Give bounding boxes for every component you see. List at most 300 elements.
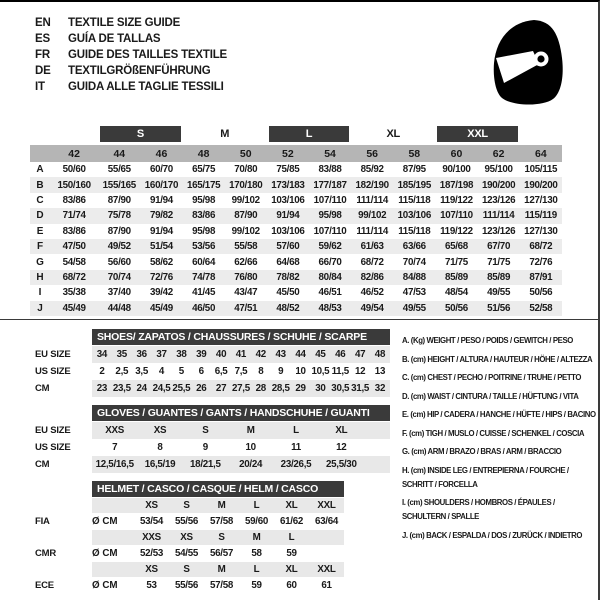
row-letter: B bbox=[30, 177, 50, 192]
measurement-cell: 79/82 bbox=[140, 208, 182, 223]
helmet-value: 55/56 bbox=[174, 516, 199, 527]
measurement-cell: 99/102 bbox=[351, 208, 393, 223]
measurement-cell: 91/94 bbox=[149, 225, 173, 237]
measurement-cell: 54/58 bbox=[62, 256, 86, 268]
size-group-label: M bbox=[220, 128, 230, 140]
size-group-cell bbox=[98, 126, 182, 145]
helmet-value: 61 bbox=[321, 580, 332, 591]
racing-helmet-icon bbox=[490, 18, 564, 106]
measurement-cell: 72/76 bbox=[529, 256, 553, 268]
measurement-cell: 85/89 bbox=[478, 270, 520, 285]
measurement-cell: 83/86 bbox=[183, 208, 225, 223]
shoes-cells bbox=[92, 380, 390, 397]
language-code: EN bbox=[35, 17, 51, 29]
shoes-value: 31,5 bbox=[351, 383, 370, 394]
helmet-value: 53 bbox=[146, 580, 157, 591]
measurement-cell: 115/118 bbox=[398, 225, 431, 237]
gloves-value: 12,5/16,5 bbox=[95, 459, 134, 470]
helmet-size-label: L bbox=[253, 500, 260, 511]
shoes-section bbox=[0, 329, 398, 397]
measurement-cell: 47/51 bbox=[225, 301, 267, 316]
shoes-value: 42 bbox=[255, 349, 266, 360]
gloves-value: 12 bbox=[336, 442, 347, 453]
helmet-value-cells bbox=[92, 545, 344, 562]
measurement-cell: 60/70 bbox=[149, 164, 173, 176]
legend-item: I. (cm) SHOULDERS / HOMBROS / ÉPAULES / SCHULTERN / SPALLE bbox=[402, 498, 555, 521]
column-header: 42 bbox=[50, 145, 98, 162]
measurement-cell: 85/92 bbox=[360, 164, 384, 176]
measurement-row bbox=[30, 162, 562, 177]
row-label: US SIZE bbox=[35, 366, 71, 377]
measurement-cell: 111/114 bbox=[356, 225, 389, 237]
column-header: 64 bbox=[520, 145, 562, 162]
diameter-cm-label: Ø CM bbox=[92, 516, 118, 527]
helmet-size-label: XXL bbox=[317, 500, 336, 511]
helmet-sizes-row bbox=[0, 498, 398, 513]
shoes-value: 6,5 bbox=[214, 366, 228, 377]
measurement-cell: 123/126 bbox=[481, 225, 516, 237]
gloves-row bbox=[0, 422, 398, 439]
measurement-cell: 66/70 bbox=[318, 256, 342, 268]
helmet-size-label: XL bbox=[285, 564, 298, 575]
shoes-value: 44 bbox=[295, 349, 306, 360]
measurement-cell: 71/75 bbox=[444, 256, 468, 268]
measurement-cell: 105/115 bbox=[524, 164, 558, 176]
language-row bbox=[35, 15, 227, 31]
language-code: IT bbox=[35, 81, 45, 93]
shoes-value: 47 bbox=[354, 349, 366, 360]
measurement-cell: 49/54 bbox=[351, 301, 393, 316]
helmet-sizes-row bbox=[0, 562, 398, 577]
measurement-cell: 46/51 bbox=[318, 287, 342, 299]
measurement-cell: 107/110 bbox=[313, 225, 347, 237]
measurement-cell: 127/130 bbox=[524, 194, 558, 206]
measurement-row bbox=[30, 224, 562, 239]
helmet-size-label: S bbox=[183, 564, 190, 575]
helmet-value-cells bbox=[92, 577, 344, 594]
measurement-cell: 59/62 bbox=[309, 239, 351, 254]
measurement-cell: 170/180 bbox=[225, 177, 267, 192]
gloves-cells bbox=[92, 456, 390, 473]
shoes-value: 27,5 bbox=[232, 383, 250, 394]
helmet-value: 54/55 bbox=[174, 548, 199, 559]
measurement-cell: 119/122 bbox=[440, 225, 473, 237]
measurement-cell: 87/90 bbox=[225, 208, 267, 223]
helmet-size-label: M bbox=[252, 532, 261, 543]
shoes-value: 40 bbox=[215, 349, 227, 360]
shoes-value: 8 bbox=[258, 366, 264, 377]
shoes-value: 36 bbox=[136, 349, 147, 360]
language-code: ES bbox=[35, 33, 50, 45]
gloves-value: 7 bbox=[112, 442, 118, 453]
measurement-cell: 83/86 bbox=[62, 194, 86, 206]
legend-item: J. (cm) BACK / ESPALDA / DOS / ZURÜCK / INDIETRO bbox=[402, 530, 583, 540]
measurement-cell: 70/74 bbox=[98, 270, 140, 285]
row-letter: J bbox=[30, 301, 50, 316]
gloves-title-bar: GLOVES / GUANTES / GANTS / HANDSCHUHE / GUANTI bbox=[92, 405, 390, 421]
column-header: 44 bbox=[98, 145, 140, 162]
measurement-cell: 70/80 bbox=[234, 164, 258, 176]
helmet-size-label: M bbox=[217, 564, 226, 575]
shoes-value: 28 bbox=[255, 383, 266, 394]
measurement-cell: 115/118 bbox=[398, 194, 431, 206]
measurement-cell: 182/190 bbox=[351, 177, 393, 192]
shoes-value: 46 bbox=[335, 349, 346, 360]
shoes-value: 26 bbox=[196, 383, 207, 394]
shoes-value: 5 bbox=[178, 366, 184, 377]
gloves-value: 20/24 bbox=[239, 459, 263, 470]
measurement-row bbox=[30, 270, 562, 285]
shoes-value: 11,5 bbox=[331, 366, 349, 377]
size-group-label: S bbox=[100, 126, 180, 142]
measurement-cell: 83/86 bbox=[62, 225, 86, 237]
shoes-value: 9 bbox=[278, 366, 284, 377]
column-header: 46 bbox=[140, 145, 182, 162]
size-group-row bbox=[30, 126, 562, 145]
gloves-row bbox=[0, 456, 398, 473]
helmet-value: 59/60 bbox=[244, 516, 269, 527]
measurement-cell: 119/122 bbox=[440, 194, 473, 206]
helmet-value: 52/53 bbox=[139, 548, 164, 559]
column-header: 52 bbox=[267, 145, 309, 162]
shoes-value: 23 bbox=[96, 383, 108, 394]
main-size-table bbox=[30, 126, 562, 316]
gloves-cells bbox=[92, 422, 390, 439]
measurement-cell: 123/126 bbox=[481, 194, 516, 206]
measurement-cell: 95/100 bbox=[484, 164, 513, 176]
measurement-cell: 58/62 bbox=[149, 256, 173, 268]
shoes-value: 13 bbox=[374, 366, 386, 377]
shoes-value: 12 bbox=[354, 366, 366, 377]
size-group-cell bbox=[435, 126, 519, 145]
measurement-cell: 49/55 bbox=[393, 301, 435, 316]
legend-item: E. (cm) HIP / CADERA / HANCHE / HÜFTE / HIPS / BACINO bbox=[402, 410, 596, 419]
measurement-cell: 67/70 bbox=[478, 239, 520, 254]
shoes-value: 45 bbox=[315, 349, 326, 360]
shoes-value: 41 bbox=[235, 349, 247, 360]
measurement-cell: 99/102 bbox=[231, 194, 260, 206]
shoes-value: 6 bbox=[198, 366, 204, 377]
row-letter: H bbox=[30, 270, 50, 285]
helmet-value: 53/54 bbox=[139, 516, 164, 527]
gloves-value: XXS bbox=[105, 425, 125, 436]
column-header: 62 bbox=[478, 145, 520, 162]
shoes-value: 28,5 bbox=[271, 383, 290, 394]
helmet-size-cells bbox=[92, 530, 344, 545]
measurement-cell: 78/82 bbox=[267, 270, 309, 285]
language-title: GUÍA DE TALLAS bbox=[68, 33, 161, 45]
shoes-value: 32 bbox=[374, 383, 386, 394]
measurement-cell: 39/42 bbox=[149, 287, 173, 299]
measurement-cell: 87/91 bbox=[520, 270, 562, 285]
measurement-cell: 95/98 bbox=[309, 208, 351, 223]
column-header: 48 bbox=[183, 145, 225, 162]
measurement-cell: 56/60 bbox=[107, 256, 131, 268]
measurement-cell: 111/114 bbox=[478, 208, 520, 223]
section-divider-line bbox=[0, 319, 600, 320]
language-title: TEXTILGRÖßENFÜHRUNG bbox=[68, 65, 211, 77]
shoes-cells bbox=[92, 363, 390, 380]
measurement-row bbox=[30, 193, 562, 208]
helmet-value: 60 bbox=[286, 580, 297, 591]
gloves-value: 9 bbox=[202, 442, 208, 453]
measurement-cell: 103/106 bbox=[271, 194, 305, 206]
shoes-value: 39 bbox=[196, 349, 207, 360]
legend-item: A. (Kg) WEIGHT / PESO / POIDS / GEWITCH / PESO bbox=[402, 336, 573, 345]
diameter-cm-label: Ø CM bbox=[92, 548, 118, 559]
measurement-cell: 50/56 bbox=[529, 287, 553, 299]
helmet-size-label: XXL bbox=[317, 564, 336, 575]
measurement-cell: 74/78 bbox=[183, 270, 225, 285]
size-group-label: L bbox=[269, 126, 349, 142]
shoes-value: 27 bbox=[215, 383, 227, 394]
helmet-size-label: XS bbox=[145, 500, 158, 511]
measurement-cell: 70/74 bbox=[402, 256, 426, 268]
gloves-value: 16,5/19 bbox=[144, 459, 176, 470]
measurement-cell: 187/198 bbox=[435, 177, 477, 192]
legend-item: F. (cm) TIGH / MUSLO / CUISSE / SCHENKEL / COSCIA bbox=[402, 428, 585, 438]
gloves-section bbox=[0, 405, 398, 473]
helmet-size-label: M bbox=[217, 500, 226, 511]
measurement-cell: 35/38 bbox=[62, 287, 86, 299]
shoes-value: 38 bbox=[176, 349, 187, 360]
measurement-cell: 87/90 bbox=[107, 225, 131, 237]
helmet-values-row bbox=[0, 513, 398, 530]
shoes-value: 43 bbox=[275, 349, 286, 360]
shoes-row bbox=[0, 346, 398, 363]
measurement-cell: 52/58 bbox=[520, 301, 562, 316]
measurement-cell: 75/78 bbox=[98, 208, 140, 223]
column-header: 56 bbox=[351, 145, 393, 162]
measurement-cell: 190/200 bbox=[478, 177, 520, 192]
measurement-cell: 46/52 bbox=[360, 287, 384, 299]
helmet-value: 57/58 bbox=[209, 580, 234, 591]
measurement-legend bbox=[402, 334, 598, 547]
column-header: 54 bbox=[309, 145, 351, 162]
standard-label: FIA bbox=[35, 516, 50, 527]
measurement-cell: 103/106 bbox=[271, 225, 305, 237]
measurement-cell: 65/68 bbox=[435, 239, 477, 254]
measurement-cell: 76/80 bbox=[225, 270, 267, 285]
column-header: 50 bbox=[225, 145, 267, 162]
measurement-cell: 51/56 bbox=[478, 301, 520, 316]
measurement-cell: 50/56 bbox=[435, 301, 477, 316]
spacer-cell bbox=[30, 126, 50, 145]
helmet-size-label: L bbox=[253, 564, 260, 575]
shoes-value: 24 bbox=[136, 383, 147, 394]
measurement-cell: 91/94 bbox=[149, 194, 173, 206]
measurement-cell: 49/52 bbox=[98, 239, 140, 254]
gloves-value: 18/21,5 bbox=[190, 459, 221, 470]
measurement-cell: 160/170 bbox=[140, 177, 182, 192]
row-letter: G bbox=[36, 256, 44, 268]
gloves-value: M bbox=[246, 425, 255, 436]
measurement-cell: 47/50 bbox=[50, 239, 98, 254]
measurement-cell: 95/98 bbox=[192, 225, 216, 237]
size-group-label: XXL bbox=[437, 126, 517, 142]
shoes-cells bbox=[92, 346, 390, 363]
measurement-cell: 91/94 bbox=[267, 208, 309, 223]
helmet-section bbox=[0, 481, 398, 594]
measurement-cell: 41/45 bbox=[192, 287, 216, 299]
shoes-value: 25,5 bbox=[172, 383, 191, 394]
shoes-row bbox=[0, 380, 398, 397]
helmet-value: 59 bbox=[251, 580, 262, 591]
shoes-value: 4 bbox=[158, 366, 165, 377]
helmet-size-cells bbox=[92, 498, 344, 513]
shoes-value: 37 bbox=[156, 349, 167, 360]
shoes-value: 10,5 bbox=[311, 366, 330, 377]
measurement-cell: 44/48 bbox=[98, 301, 140, 316]
measurement-cell: 61/63 bbox=[351, 239, 393, 254]
measurement-cell: 45/50 bbox=[276, 287, 300, 299]
measurement-cell: 71/74 bbox=[50, 208, 98, 223]
shoes-value: 23,5 bbox=[112, 383, 131, 394]
gloves-row bbox=[0, 439, 398, 456]
gloves-value: L bbox=[293, 425, 299, 436]
diameter-cm-label: Ø CM bbox=[92, 580, 118, 591]
measurement-cell: 46/50 bbox=[183, 301, 225, 316]
measurement-cell: 49/55 bbox=[487, 287, 511, 299]
measurement-row bbox=[30, 208, 562, 223]
measurement-cell: 57/60 bbox=[267, 239, 309, 254]
helmet-size-label: S bbox=[183, 500, 190, 511]
gloves-value: 10 bbox=[245, 442, 256, 453]
measurement-cell: 99/102 bbox=[231, 225, 260, 237]
helmet-size-label: XL bbox=[285, 500, 298, 511]
legend-item: D. (cm) WAIST / CINTURA / TAILLE / HÜFTUNG / VITA bbox=[402, 391, 579, 401]
measurement-row bbox=[30, 239, 562, 254]
shoes-value: 30 bbox=[315, 383, 326, 394]
spacer-cell bbox=[50, 126, 98, 145]
measurement-row bbox=[30, 285, 562, 300]
helmet-value: 61/62 bbox=[279, 516, 304, 527]
measurement-cell: 37/40 bbox=[107, 287, 131, 299]
measurement-row bbox=[30, 177, 562, 192]
shoes-title-bar: SHOES/ ZAPATOS / CHAUSSURES / SCHUHE / SCARPE bbox=[92, 329, 390, 345]
measurement-cell: 68/72 bbox=[50, 270, 98, 285]
helmet-size-cells bbox=[92, 562, 344, 577]
measurement-cell: 64/68 bbox=[276, 256, 300, 268]
measurement-cell: 103/106 bbox=[393, 208, 435, 223]
measurement-cell: 72/76 bbox=[140, 270, 182, 285]
helmet-size-label: L bbox=[288, 532, 295, 543]
measurement-cell: 173/183 bbox=[267, 177, 309, 192]
language-row bbox=[35, 63, 227, 79]
helmet-size-label: XS bbox=[145, 564, 158, 575]
measurement-cell: 45/49 bbox=[50, 301, 98, 316]
shoes-value: 3,5 bbox=[135, 366, 149, 377]
measurement-cell: 177/187 bbox=[309, 177, 351, 192]
measurement-cell: 48/52 bbox=[267, 301, 309, 316]
spacer-cell bbox=[30, 145, 50, 162]
measurement-cell: 82/86 bbox=[351, 270, 393, 285]
measurement-cell: 127/130 bbox=[524, 225, 558, 237]
measurement-cell: 68/72 bbox=[520, 239, 562, 254]
legend-item: B. (cm) HEIGHT / ALTURA / HAUTEUR / HÖHE / ALTEZZA bbox=[402, 354, 593, 364]
measurement-cell: 65/75 bbox=[192, 164, 216, 176]
row-letter: D bbox=[30, 208, 50, 223]
measurement-cell: 107/110 bbox=[435, 208, 477, 223]
measurement-cell: 68/72 bbox=[360, 256, 384, 268]
size-group-cell bbox=[267, 126, 351, 145]
shoes-value: 7,5 bbox=[234, 366, 248, 377]
measurement-cell: 55/65 bbox=[107, 164, 131, 176]
shoes-value: 48 bbox=[374, 349, 386, 360]
row-label: EU SIZE bbox=[35, 425, 71, 436]
shoes-value: 34 bbox=[96, 349, 108, 360]
measurement-cell: 50/60 bbox=[62, 164, 86, 176]
language-code: FR bbox=[35, 49, 50, 61]
helmet-value: 59 bbox=[286, 548, 297, 559]
row-letter: C bbox=[36, 194, 44, 206]
size-group-cell bbox=[183, 126, 267, 145]
row-label: CM bbox=[35, 459, 50, 470]
measurement-cell: 55/58 bbox=[225, 239, 267, 254]
helmet-value: 56/57 bbox=[209, 548, 234, 559]
column-header: 60 bbox=[435, 145, 477, 162]
measurement-cell: 90/100 bbox=[442, 164, 471, 176]
measurement-cell: 115/119 bbox=[520, 208, 562, 223]
shoes-value: 24,5 bbox=[152, 383, 171, 394]
shoes-value: 2,5 bbox=[115, 366, 129, 377]
measurement-cell: 85/89 bbox=[435, 270, 477, 285]
shoes-value: 2 bbox=[99, 366, 105, 377]
language-title-list bbox=[35, 15, 227, 95]
helmet-size-label: S bbox=[218, 532, 225, 543]
measurement-cell: 84/88 bbox=[393, 270, 435, 285]
measurement-row bbox=[30, 254, 562, 269]
measurement-cell: 63/66 bbox=[393, 239, 435, 254]
measurement-cell: 53/56 bbox=[183, 239, 225, 254]
standard-label: ECE bbox=[35, 580, 54, 591]
measurement-cell: 48/54 bbox=[444, 287, 468, 299]
helmet-size-label: XS bbox=[180, 532, 193, 543]
row-letter: E bbox=[36, 225, 44, 237]
measurement-cell: 83/88 bbox=[318, 164, 342, 176]
language-title: GUIDE DES TAILLES TEXTILE bbox=[68, 49, 227, 61]
measurement-cell: 45/49 bbox=[140, 301, 182, 316]
measurement-cell: 111/114 bbox=[356, 194, 389, 206]
gloves-value: S bbox=[202, 425, 209, 436]
row-letter: I bbox=[38, 287, 42, 299]
language-row bbox=[35, 47, 227, 63]
helmet-title-bar: HELMET / CASCO / CASQUE / HELM / CASCO bbox=[92, 481, 344, 497]
measurement-cell: 71/75 bbox=[487, 256, 511, 268]
measurement-cell: 48/53 bbox=[309, 301, 351, 316]
row-letter: F bbox=[30, 239, 50, 254]
language-row bbox=[35, 79, 227, 95]
column-header-row bbox=[30, 145, 562, 162]
measurement-cell: 107/110 bbox=[313, 194, 347, 206]
measurement-cell: 87/95 bbox=[402, 164, 426, 176]
helmet-value: 58 bbox=[251, 548, 262, 559]
measurement-cell: 75/85 bbox=[276, 164, 300, 176]
language-title: GUIDA ALLE TAGLIE TESSILI bbox=[68, 81, 224, 93]
language-row bbox=[35, 31, 227, 47]
measurement-cell: 190/200 bbox=[520, 177, 562, 192]
gloves-value: 23/26,5 bbox=[280, 459, 312, 470]
helmet-values-row bbox=[0, 577, 398, 594]
spacer-cell bbox=[520, 126, 562, 145]
row-label: CM bbox=[35, 383, 50, 394]
gloves-value: 8 bbox=[157, 442, 163, 453]
lower-tables bbox=[0, 329, 398, 600]
measurement-cell: 95/98 bbox=[192, 194, 216, 206]
measurement-cell: 47/53 bbox=[402, 287, 426, 299]
helmet-value-cells bbox=[92, 513, 344, 530]
shoes-value: 30,5 bbox=[331, 383, 350, 394]
